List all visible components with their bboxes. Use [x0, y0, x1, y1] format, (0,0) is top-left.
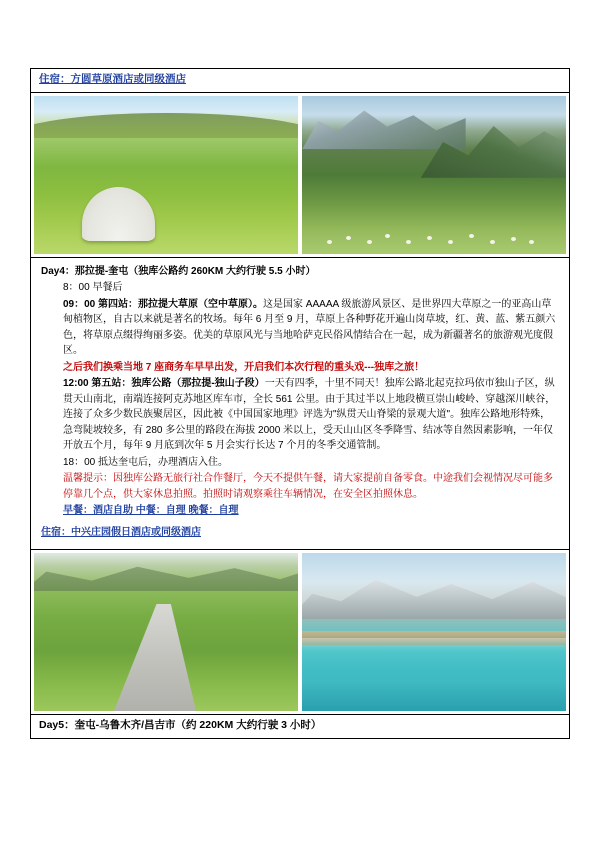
- snow-mountain-lake-image: [302, 553, 566, 711]
- image-row-top: [31, 93, 569, 258]
- day4-line-4: 18：00 抵达奎屯后，办理酒店入住。: [63, 456, 229, 468]
- day4-line-2: 之后我们换乘当地 7 座商务车早早出发，开启我们本次行程的重头戏---独库之旅！: [63, 361, 425, 373]
- day4-line-0: 8：00 早餐后: [63, 282, 123, 294]
- day4-heading: Day4：那拉提-奎屯（独库公路约 260KM 大约行驶 5.5 小时）: [41, 265, 316, 277]
- day4-line-1: [41, 297, 559, 359]
- day4-line-3-text: 一天有四季，十里不同天！独库公路北起克拉玛依市独山子区，纵贯天山南北，南端连接阿克苏地区库车市，全长 561 公里。由于其过半以上地段横亘崇山峻岭、穿越深川峡谷，连接了众多少数民族聚居区，因此被《中国国家地理》评选为"纵贯天山脊梁的景观大道"。独库公路地形特殊，急弯陡坡较多，有 280 多公里的路段在海拔 2000 米以上，受天山山区冬季降雪、结冰等自然因素影响，一年仅开放五个月，每年 9 月底到次年 5 月会实行长达 7 个月的冬季交通管制。: [63, 378, 556, 452]
- lake-shore-band: [302, 631, 566, 645]
- day4-meals: 早餐：酒店自助 中餐：自理 晚餐：自理: [63, 505, 239, 517]
- day4-line-5: 温馨提示：因独库公路无旅行社合作餐厅，今天不提供午餐，请大家提前自备零食。中途我们会视情况尽可能多停靠几个点，供大家休息拍照。拍照时请观察乘往车辆情况，在安全区拍照休息。: [63, 473, 553, 500]
- day5-heading: Day5：奎屯-乌鲁木齐/昌吉市（约 220KM 大约行驶 3 小时）: [39, 719, 322, 732]
- day4-line-3-lead: 12:00 第五站：独库公路（那拉提-独山子段）: [63, 378, 265, 390]
- day4-line-1-lead: 09：00 第四站：那拉提大草原（空中草原）。: [63, 298, 264, 310]
- day4-hotel: 住宿：中兴庄园假日酒店或同级酒店: [41, 526, 201, 538]
- mountain-road-image: [34, 553, 298, 711]
- hotel-bar-top-label: 住宿：方圆草原酒店或同级酒店: [39, 73, 186, 85]
- itinerary-table: [30, 68, 570, 739]
- mountain-valley-sheep-image: [302, 96, 566, 254]
- day5-block: [31, 715, 569, 738]
- sheep-group: [318, 222, 550, 244]
- day4-block: [31, 258, 569, 551]
- yurt-roof-shape: [111, 187, 127, 196]
- day4-line-3: [41, 376, 559, 454]
- hotel-bar-top-text: [31, 69, 569, 92]
- day4-line-1-text: 这是国家 AAAAA 级旅游风景区、是世界四大草原之一的亚高山草甸植物区，自古以来就是著名的牧场。每年 6 月至 9 月，草原上各种野花开遍山岗草坡，红、黄、蓝、紫五颜六色，将草原点缀得绚丽多姿。优美的草原风光与当地哈萨克民俗风情结合在一起，成为新疆著名的旅游观光度假区。: [63, 298, 556, 357]
- image-row-bottom: [31, 550, 569, 715]
- road-center-line: [151, 616, 163, 708]
- day5-heading-wrap: [31, 715, 569, 738]
- grass-hills-yurt-image: [34, 96, 298, 254]
- hotel-bar-top: [31, 69, 569, 93]
